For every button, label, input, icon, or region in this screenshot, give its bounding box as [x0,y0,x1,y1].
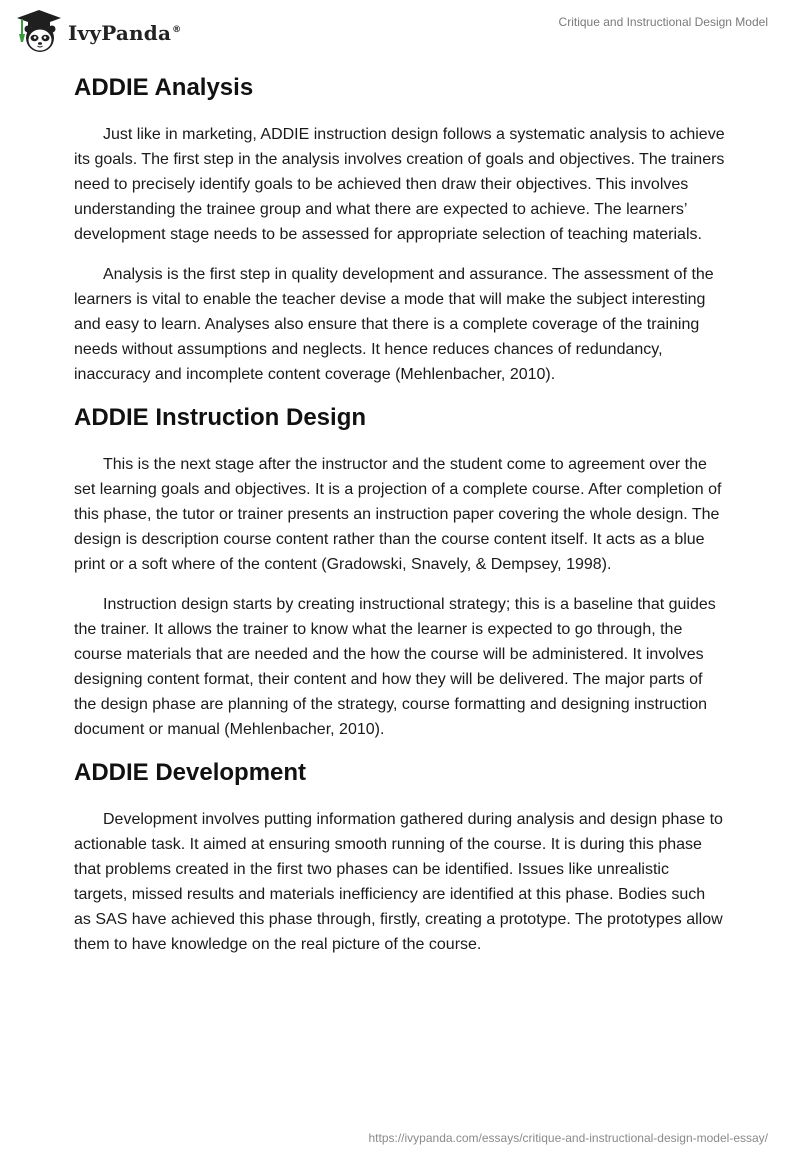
section-heading: ADDIE Development [74,759,307,786]
section-analysis [74,72,726,387]
source-url[interactable]: https://ivypanda.com/essays/critique-and-instructional-design-model-essay/ [368,1131,768,1145]
section-development [74,757,726,957]
paragraph: Just like in marketing, ADDIE instruction design follows a systematic analysis to achieve its goals. The first step in the analysis involves creation of goals and objectives. The trainers need to precisely identify goals to be achieved then draw their objectives. This involves understanding the trainee group and what there are expected to achieve. The learners’ development stage needs to be assessed for appropriate selection of teaching materials. [74,126,725,243]
section-instruction-design [74,402,726,742]
paragraph: This is the next stage after the instructor and the student come to agreement over the set learning goals and objectives. It is a projection of a complete course. After completion of this phase, the tutor or trainer presents an instruction paper covering the whole design. The design is description course content rather than the course content itself. It acts as a blue print or a soft where of the content (Gradowski, Snavely, & Dempsey, 1998). [74,456,722,573]
page-header [0,0,800,60]
section-heading: ADDIE Analysis [74,74,254,101]
ivypanda-logo[interactable] [14,8,181,54]
document-title: Critique and Instructional Design Model [558,15,768,29]
section-heading: ADDIE Instruction Design [74,404,367,431]
essay-content [74,72,726,972]
paragraph: Instruction design starts by creating instructional strategy; this is a baseline that guides the trainer. It allows the trainer to know what the learner is expected to go through, the course materials that are needed and the how the course will be administered. It involves designing content format, their content and how they will be delivered. The major parts of the design phase are planning of the strategy, course formatting and designing instruction document or manual (Mehlenbacher, 2010). [74,596,716,738]
paragraph: Analysis is the first step in quality development and assurance. The assessment of the learners is vital to enable the teacher devise a mode that will make the subject interesting and easy to learn. Analyses also ensure that there is a complete coverage of the training needs without assumptions and neglects. It hence reduces chances of redundancy, inaccuracy and incomplete content coverage (Mehlenbacher, 2010). [74,266,714,383]
panda-graduate-icon [14,8,64,54]
paragraph: Development involves putting information gathered during analysis and design phase to actionable task. It aimed at ensuring smooth running of the course. It is during this phase that problems created in the first two phases can be identified. Issues like unrealistic targets, missed results and materials inefficiency are identified at this phase. Bodies such as SAS have achieved this phase through, firstly, creating a prototype. The prototypes allow them to have knowledge on the real picture of the course. [74,811,723,953]
brand-name: IvyPanda® [68,21,182,45]
